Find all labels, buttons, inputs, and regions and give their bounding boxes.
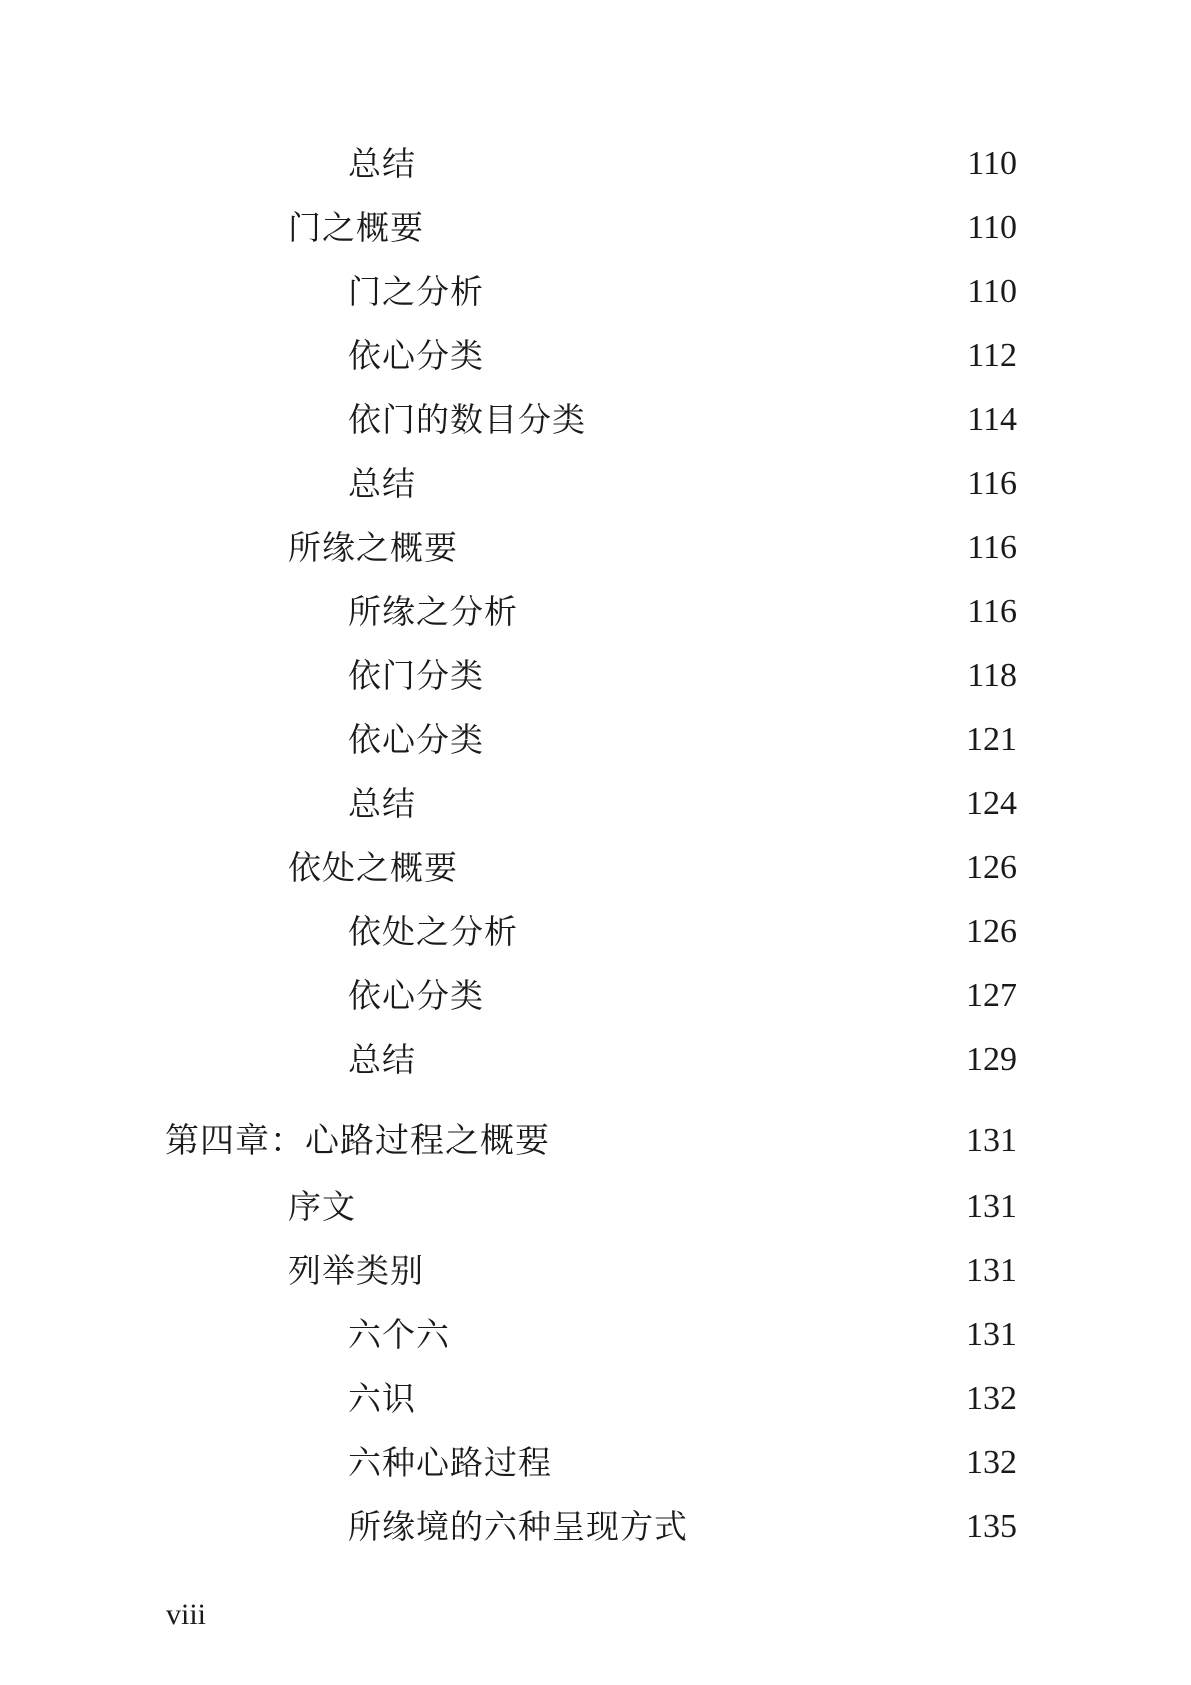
toc-entry-page: 118: [967, 657, 1017, 694]
toc-entry-title: 依门的数目分类: [348, 400, 586, 439]
toc-entry: [0, 523, 1191, 573]
toc-entry: [0, 1502, 1191, 1552]
toc-entry: [0, 971, 1191, 1021]
toc-chapter-title: 第四章：心路过程之概要: [165, 1121, 550, 1161]
toc-entry: [0, 1035, 1191, 1085]
page-number: viii: [166, 1598, 207, 1631]
toc-entry-page: 116: [967, 593, 1017, 630]
toc-entry-page: 124: [966, 785, 1017, 822]
toc-entry-page: 110: [967, 145, 1017, 182]
toc-entry-title: 所缘之概要: [288, 528, 458, 567]
toc-entry-title: 依处之分析: [348, 912, 518, 951]
toc-entry: [0, 139, 1191, 189]
toc-entry-title: 依门分类: [348, 656, 484, 695]
toc-entry-page: 110: [967, 209, 1017, 246]
toc-entry-page: 131: [966, 1252, 1017, 1289]
toc-entry-page: 114: [967, 401, 1017, 438]
toc-entry: [0, 1374, 1191, 1424]
toc-entry-page: 131: [966, 1122, 1017, 1159]
toc-entry-title: 总结: [348, 464, 416, 503]
toc-entry: [0, 651, 1191, 701]
toc-entry-title: 门之概要: [288, 208, 424, 247]
toc-entry-page: 121: [966, 721, 1017, 758]
toc-entry-title: 依心分类: [348, 336, 484, 375]
toc-entry: [0, 203, 1191, 253]
toc-entry-page: 112: [967, 337, 1017, 374]
toc-entry-title: 依心分类: [348, 976, 484, 1015]
toc-entry-title: 所缘境的六种呈现方式: [348, 1507, 688, 1546]
toc-entry: [0, 331, 1191, 381]
toc-entry-page: 126: [966, 849, 1017, 886]
toc-entry: [0, 843, 1191, 893]
toc-entry-title: 序文: [288, 1187, 356, 1226]
toc-entry: [0, 779, 1191, 829]
toc-entry: [0, 1310, 1191, 1360]
toc-entry-title: 依处之概要: [288, 848, 458, 887]
toc-entry-title: 所缘之分析: [348, 592, 518, 631]
toc-entry-title: 六种心路过程: [348, 1443, 552, 1482]
toc-entry-page: 127: [966, 977, 1017, 1014]
toc-entry: [0, 395, 1191, 445]
toc-entry-page: 110: [967, 273, 1017, 310]
toc-entry-title: 总结: [348, 144, 416, 183]
toc-entry: [0, 1246, 1191, 1296]
toc-entry: [0, 715, 1191, 765]
toc-entry-title: 总结: [348, 784, 416, 823]
toc-entry-page: 116: [967, 529, 1017, 566]
toc-entry-title: 门之分析: [348, 272, 484, 311]
toc-entry: [0, 1438, 1191, 1488]
toc-entry-page: 132: [966, 1380, 1017, 1417]
toc-entry: [0, 459, 1191, 509]
toc-entry-title: 列举类别: [288, 1251, 424, 1290]
toc-entry-page: 135: [966, 1508, 1017, 1545]
toc-entry: [0, 907, 1191, 957]
toc-entry-title: 依心分类: [348, 720, 484, 759]
toc-entry-page: 131: [966, 1316, 1017, 1353]
toc-entry-page: 129: [966, 1041, 1017, 1078]
toc-chapter-entry: [0, 1116, 1191, 1166]
toc-entry-page: 116: [967, 465, 1017, 502]
toc-entry: [0, 267, 1191, 317]
toc-entry-page: 126: [966, 913, 1017, 950]
toc-entry-page: 131: [966, 1188, 1017, 1225]
toc-entry: [0, 587, 1191, 637]
toc-entry: [0, 1182, 1191, 1232]
toc-entry-title: 六个六: [348, 1315, 450, 1354]
toc-entry-title: 六识: [348, 1379, 416, 1418]
toc-entry-title: 总结: [348, 1040, 416, 1079]
toc-entry-page: 132: [966, 1444, 1017, 1481]
